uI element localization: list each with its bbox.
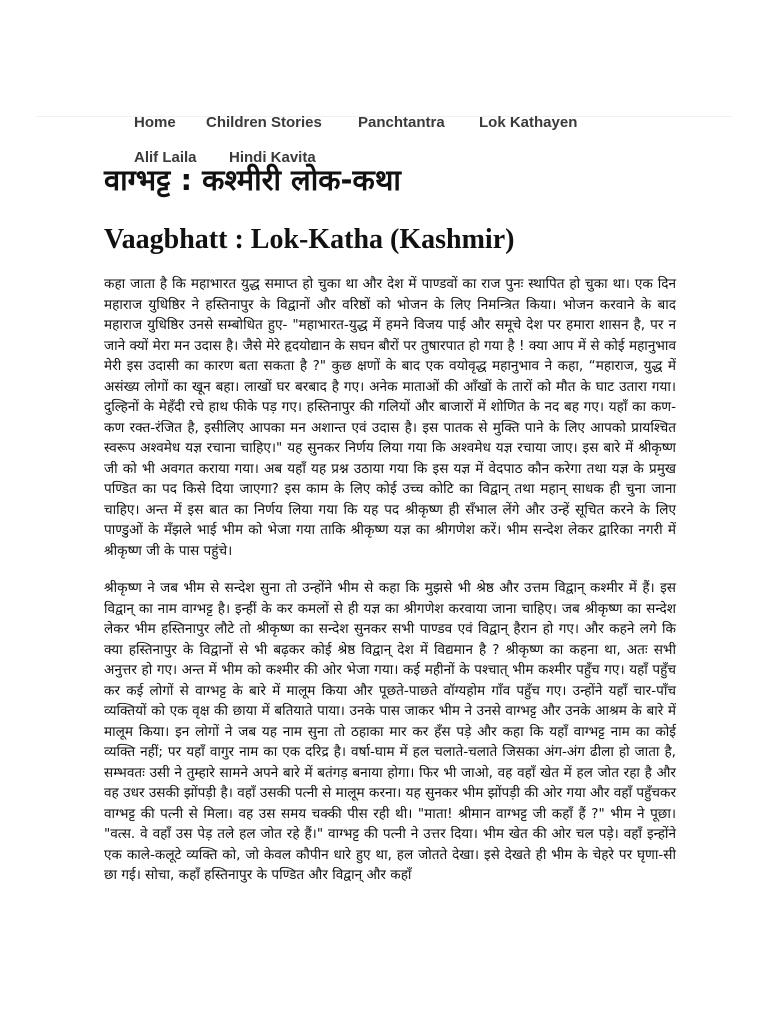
story-paragraph-1: कहा जाता है कि महाभारत युद्ध समाप्त हो चुका था और देश में पाण्डवों का राज पुनः स्थापित हो चुका था। एक दिन महाराज युधिष्ठिर ने हस्तिनापुर के विद्वानों और वरिष्ठों को भोजन के लिए निमन्त्रित किया। भोजन करवाने के बाद महाराज युधिष्ठिर उनसे सम्बोधित हुए- "महाभारत-युद्ध में हमने विजय पाई और समूचे देश पर हमारा शासन है, पर न जाने क्यों मेरा मन उदास है। जैसे मेरे हृदयोद्यान के सघन बौरों पर तुषारपात हो गया है ! क्या आप में से कोई महानुभाव मेरी इस उदासी का कारण बता सकता है ?" कुछ क्षणों के बाद एक वयोवृद्ध महानुभाव ने कहा, “महाराज, युद्ध में असंख्य लोगों का खून बहा। लाखों घर बरबाद है गए। अनेक माताओं की आँखों के तारों को मौत के घाट उतारा गया। दुल्हिनों के मेहँदी रचे हाथ फीके पड़ गए। हस्तिनापुर की गलियों और बाजारों में शोणित के नद बह गए। यहाँ का कण-कण रक्त-रंजित है, इसीलिए आपका मन अशान्त एवं उदास है। इस पातक से मुक्ति पाने के लिए आपको प्रायश्चित स्वरूप अश्वमेध यज्ञ रचाना चाहिए।" यह सुनकर निर्णय लिया गया कि अश्वमेध यज्ञ रचाया जाए। इस बारे में श्रीकृष्ण जी को भी अवगत कराया गया। अब यहाँ यह प्रश्न उठाया गया कि इस यज्ञ में वेदपाठ कौन करेगा तथा यज्ञ के प्रमुख पण्डित का पद किसे दिया जाएगा? इस काम के लिए कोई उच्च कोटि का विद्वान् तथा महान् साधक ही चुना जाना चाहिए। अन्त में इस बात का निर्णय लिया गया कि यह पद श्रीकृष्ण ही सँभाल लेंगे और उन्हें सूचित करने के लिए पाण्डुओं के मँझले भाई भीम को भेजा गया ताकि श्रीकृष्ण यज्ञ का श्रीगणेश करें। भीम सन्देश लेकर द्वारिका नगरी में श्रीकृष्ण जी के पास पहुंचे। <box>104 276 676 559</box>
page-title-english: Vaagbhatt : Lok-Katha (Kashmir) <box>104 224 515 255</box>
nav-item-panchtantra[interactable]: Panchtantra <box>358 114 445 131</box>
page-title-hindi: वाग्भट्ट : कश्मीरी लोक-कथा <box>104 163 401 197</box>
story-content <box>104 274 676 903</box>
nav-item-alif-laila[interactable]: Alif Laila <box>134 149 197 166</box>
nav-item-lok-kathayen[interactable]: Lok Kathayen <box>479 114 578 131</box>
nav-item-hindi-kavita[interactable]: Hindi Kavita <box>229 149 316 166</box>
nav-item-home[interactable]: Home <box>134 114 176 131</box>
story-paragraph-2: श्रीकृष्ण ने जब भीम से सन्देश सुना तो उन्होंने भीम से कहा कि मुझसे भी श्रेष्ठ और उत्तम विद्वान् कश्मीर में हैं। इस विद्वान् का नाम वाग्भट्ट है। इन्हीं के कर कमलों से ही यज्ञ का श्रीगणेश करवाया जाना चाहिए। जब श्रीकृष्ण का सन्देश लेकर भीम हस्तिनापुर लौटे तो श्रीकृष्ण का सन्देश सुनकर सभी पाण्डव एवं विद्वान् हैरान हो गए। और कहने लगे कि क्या हस्तिनापुर के विद्वानों से भी बढ़कर कोई श्रेष्ठ विद्वान् देश में विद्यमान है ? श्रीकृष्ण का कहना था, अतः सभी अनुत्तर हो गए। अन्त में भीम को कश्मीर की ओर भेजा गया। कई महीनों के पश्चात् भीम कश्मीर पहुँच गए। यहाँ पहुँच कर कई लोगों से वाग्भट्ट के बारे में मालूम किया और पूछते-पाछते वॉग्यहोम गाँव पहुँच गए। उन्होंने यहाँ चार-पाँच व्यक्तियों को एक वृक्ष की छाया में बतियाते पाया। उनके पास जाकर भीम ने उनसे वाग्भट्ट और उनके आश्रम के बारे में मालूम किया। इन लोगों ने जब यह नाम सुना तो ठहाका मार कर हँस पड़े और कहा कि यहाँ वाग्भट्ट नाम का कोई व्यक्ति नहीं; पर यहाँ वागुर नाम का एक दरिद्र है। वर्षा-घाम में हल चलाते-चलाते जिसका अंग-अंग ढीला हो जाता है, सम्भवतः उसी ने तुम्हारे सामने अपने बारे में बतंगड़ बनाया होगा। फिर भी जाओ, वह वहाँ खेत में हल जोत रहा है और वह उधर उसकी झोंपड़ी है। वहाँ उसकी पत्नी से मालूम करना। यह सुनकर भीम झोंपड़ी की ओर गया और वहाँ पहुँचकर वाग्भट्ट की पत्नी से मिला। वह उस समय चक्की पीस रही थी। "माता! श्रीमान वाग्भट्ट जी कहाँ हैं ?" भीम ने पूछा। "वत्स. वे वहाँ उस पेड़ तले हल जोत रहे हैं।" वाग्भट्ट की पत्नी ने उत्तर दिया। भीम खेत की ओर चल पड़े। वहाँ इन्होंने एक काले-कलूटे व्यक्ति को, जो केवल कौपीन धारे हुए था, हल जोतते देखा। इसे देखते ही भीम के चेहरे पर घृणा-सी छा गई। सोचा, कहाँ हस्तिनापुर के पण्डित और विद्वान् और कहाँ <box>104 580 676 883</box>
nav-item-children-stories[interactable]: Children Stories <box>206 114 322 131</box>
